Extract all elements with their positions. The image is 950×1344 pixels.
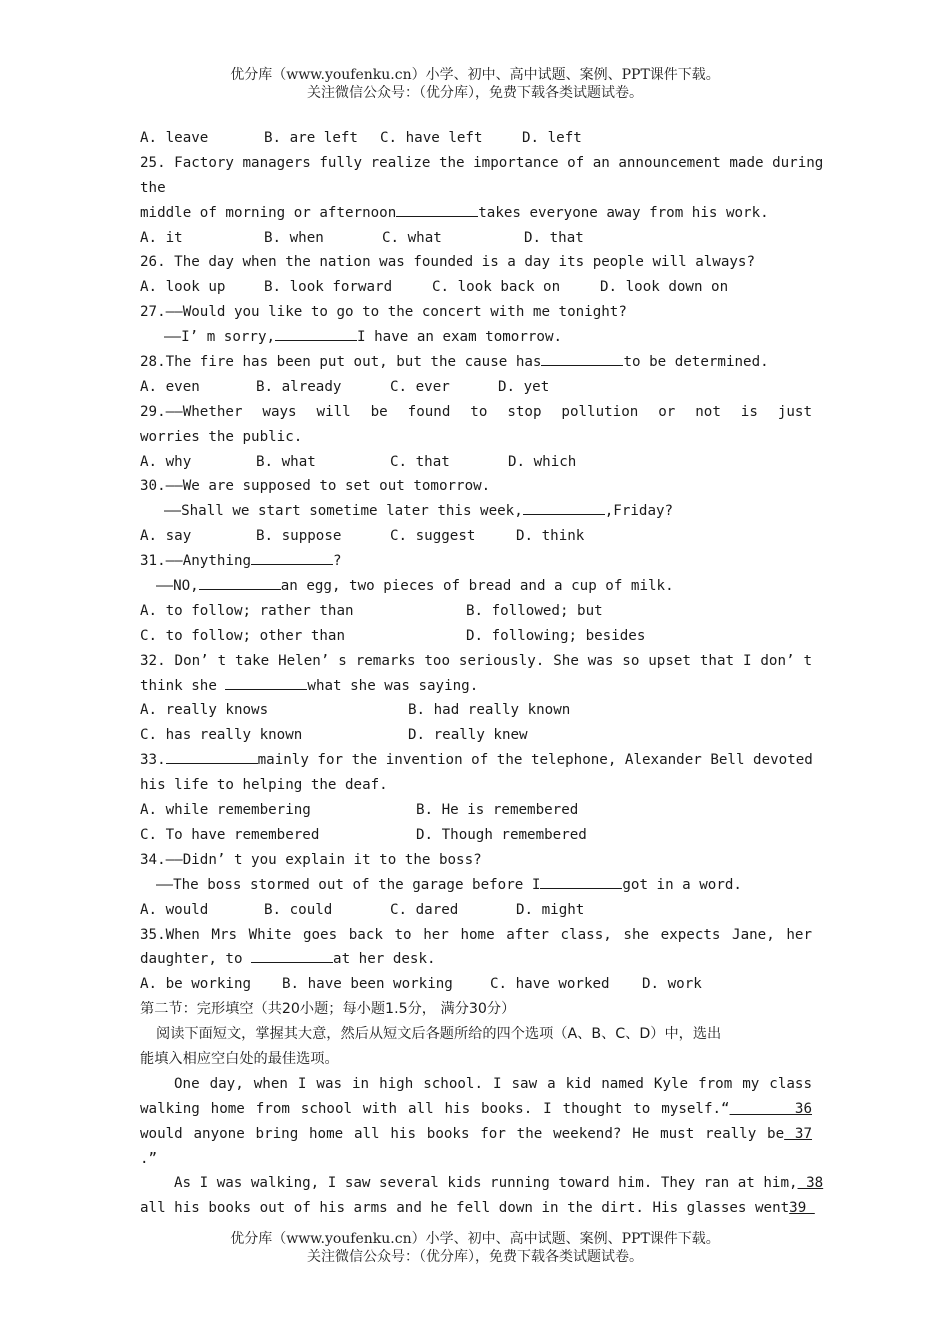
answer-blank	[199, 575, 281, 590]
option-b: B. He is remembered	[416, 802, 579, 819]
option-a: A. it	[140, 229, 183, 246]
stem-text: what she was saying.	[307, 677, 479, 694]
question-35-options	[140, 972, 812, 997]
question-28-options	[140, 375, 812, 400]
passage-line: One day, when I was in high school. I saw a kid named Kyle from my class	[174, 1075, 812, 1092]
stem-text: ——The boss stormed out of the garage before I	[156, 876, 541, 893]
question-26-stem: 26. The day when the nation was founded is a day its people will always?	[140, 254, 755, 271]
question-25-options	[140, 226, 812, 251]
option-a: A. really knows	[140, 702, 269, 719]
question-30-options	[140, 524, 812, 549]
passage-line	[140, 1171, 824, 1196]
option-b: B. already	[256, 378, 342, 395]
option-a: A. leave	[140, 130, 209, 146]
question-31-options-row2	[140, 624, 812, 649]
option-d: D. that	[524, 229, 584, 246]
answer-blank	[251, 948, 333, 963]
header-line-1: 优分库（www.youfenku.cn）小学、初中、高中试题、案例、PPT课件下载。	[230, 67, 720, 83]
option-c: C. have worked	[490, 976, 610, 993]
stem-text: ,Friday?	[604, 503, 674, 520]
option-c: C. that	[390, 453, 450, 470]
option-b: B. had really known	[408, 702, 571, 719]
question-34-options	[140, 898, 812, 923]
option-a: A. would	[140, 901, 209, 918]
stem-text: ?	[333, 553, 342, 570]
question-34-reply	[140, 873, 812, 898]
section-2-instructions-cont: 能填入相应空白处的最佳选项。	[140, 1050, 339, 1067]
question-29-stem-cont: worries the public.	[140, 428, 303, 445]
option-d: D. yet	[498, 378, 550, 395]
option-c: C. suggest	[390, 528, 476, 545]
option-a: A. to follow; rather than	[140, 602, 354, 619]
answer-blank	[225, 675, 307, 690]
option-d: D. really knew	[408, 727, 528, 744]
option-c: C. ever	[390, 378, 450, 395]
blank-36: 36	[729, 1100, 812, 1117]
stem-text: ——I’ m sorry,	[164, 329, 276, 346]
question-26-options	[140, 275, 812, 300]
option-b: B. followed; but	[466, 602, 603, 619]
question-27-stem: 27.——Would you like to go to the concert with me tonight?	[140, 304, 627, 321]
question-30-reply	[140, 499, 812, 524]
question-30-stem: 30.——We are supposed to set out tomorrow.	[140, 478, 491, 495]
option-a: A. be working	[140, 976, 252, 993]
question-33-stem	[140, 748, 812, 773]
option-c: C. has really known	[140, 727, 303, 744]
question-35-stem: 35.When Mrs White goes back to her home after class, she expects Jane, her	[140, 926, 812, 943]
question-31-reply	[140, 574, 812, 599]
footer-line-1: 优分库（www.youfenku.cn）小学、初中、高中试题、案例、PPT课件下载。	[230, 1231, 720, 1247]
option-c: C. dared	[390, 901, 459, 918]
stem-text: an egg, two pieces of bread and a cup of milk.	[280, 578, 674, 595]
stem-text: ——Shall we start sometime later this week,	[164, 503, 523, 520]
question-34-stem: 34.——Didn’ t you explain it to the boss?	[140, 851, 482, 868]
question-32-stem: 32. Don’ t take Helen’ s remarks too seriously. She was so upset that I don’ t	[140, 652, 812, 669]
option-a: A. look up	[140, 279, 226, 296]
stem-text: 31.——Anything	[140, 553, 252, 570]
passage-line: .”	[140, 1150, 158, 1167]
footer-line-2: 关注微信公众号：（优分库），免费下载各类试题试卷。	[307, 1249, 643, 1265]
option-c: C. to follow; other than	[140, 627, 345, 644]
stem-text: daughter, to	[140, 951, 243, 968]
blank-38: 38	[797, 1175, 824, 1192]
question-24-options	[140, 126, 812, 151]
option-c: C. To have remembered	[140, 826, 320, 843]
option-b: B. when	[264, 229, 324, 246]
question-25-stem: 25. Factory managers fully realize the importance of an announcement made during	[140, 154, 824, 171]
answer-blank	[540, 874, 622, 889]
passage-text: all his books out of his arms and he fell down in the dirt. His glasses went	[140, 1200, 790, 1217]
option-b: B. are left	[264, 130, 358, 146]
question-29-stem: 29.——Whether ways will be found to stop pollution or not is just	[140, 403, 812, 420]
question-28-stem	[140, 350, 812, 375]
option-d: D. look down on	[600, 279, 729, 296]
stem-text: I have an exam tomorrow.	[357, 329, 563, 346]
passage-text: As I was walking, I saw several kids running toward him. They ran at him,	[174, 1175, 798, 1192]
question-33-options-row1	[140, 798, 812, 823]
answer-blank	[166, 749, 258, 764]
option-d: D. Though remembered	[416, 826, 587, 843]
question-25-stem-blank	[140, 201, 812, 226]
question-33-options-row2	[140, 823, 812, 848]
page-header	[0, 66, 950, 102]
section-2-title: 第二节：完形填空（共20小题；每小题1.5分， 满分30分）	[140, 1001, 516, 1018]
stem-text: to be determined.	[623, 354, 769, 371]
passage-line	[140, 1097, 812, 1122]
option-a: A. even	[140, 378, 200, 395]
answer-blank	[541, 351, 623, 366]
question-32-options-row1	[140, 698, 812, 723]
question-29-options	[140, 450, 812, 475]
option-b: B. what	[256, 453, 316, 470]
question-32-options-row2	[140, 723, 812, 748]
stem-text: 28.The fire has been put out, but the cause has	[140, 354, 542, 371]
passage-text: walking home from school with all his books. I thought to myself.“	[140, 1100, 730, 1117]
option-d: D. which	[508, 453, 577, 470]
stem-text: ——NO,	[156, 578, 199, 595]
passage-line	[140, 1122, 812, 1147]
stem-text: middle of morning or afternoon	[140, 204, 397, 221]
question-31-stem	[140, 549, 812, 574]
passage-text: would anyone bring home all his books for the weekend? He must really be	[140, 1125, 785, 1142]
answer-blank	[275, 326, 357, 341]
header-line-2: 关注微信公众号：（优分库），免费下载各类试题试卷。	[307, 85, 643, 101]
option-d: D. left	[522, 130, 582, 146]
section-2-instructions: 阅读下面短文，掌握其大意，然后从短文后各题所给的四个选项（A、B、C、D）中，选出	[156, 1026, 722, 1043]
option-b: B. could	[264, 901, 333, 918]
option-c: C. look back on	[432, 279, 561, 296]
passage-line	[140, 1196, 815, 1221]
stem-text: takes everyone away from his work.	[478, 204, 769, 221]
answer-blank	[251, 550, 333, 565]
stem-text: 33.	[140, 752, 166, 769]
stem-text: mainly for the invention of the telephone, Alexander Bell devoted	[257, 752, 813, 769]
stem-text: at her desk.	[333, 951, 436, 968]
question-33-stem-cont: his life to helping the deaf.	[140, 777, 388, 794]
option-b: B. look forward	[264, 279, 393, 296]
option-c: C. have left	[380, 130, 483, 146]
question-35-stem-blank	[140, 947, 812, 972]
blank-39: 39	[789, 1200, 815, 1217]
option-b: B. suppose	[256, 528, 342, 545]
exam-content	[140, 126, 824, 1221]
stem-text: got in a word.	[622, 876, 742, 893]
option-d: D. following; besides	[466, 627, 646, 644]
answer-blank	[523, 500, 605, 515]
stem-text: think she	[140, 677, 217, 694]
option-b: B. have been working	[282, 976, 453, 993]
option-a: A. say	[140, 528, 192, 545]
option-a: A. why	[140, 453, 192, 470]
question-27-reply	[140, 325, 812, 350]
option-d: D. work	[642, 976, 702, 993]
option-d: D. might	[516, 901, 585, 918]
question-31-options-row1	[140, 599, 812, 624]
option-c: C. what	[382, 229, 442, 246]
answer-blank	[396, 202, 478, 217]
option-a: A. while remembering	[140, 802, 311, 819]
question-32-stem-blank	[140, 674, 812, 699]
option-d: D. think	[516, 528, 585, 545]
blank-37: 37	[784, 1125, 813, 1142]
page-footer	[0, 1230, 950, 1266]
question-25-stem-cont: the	[140, 179, 166, 196]
